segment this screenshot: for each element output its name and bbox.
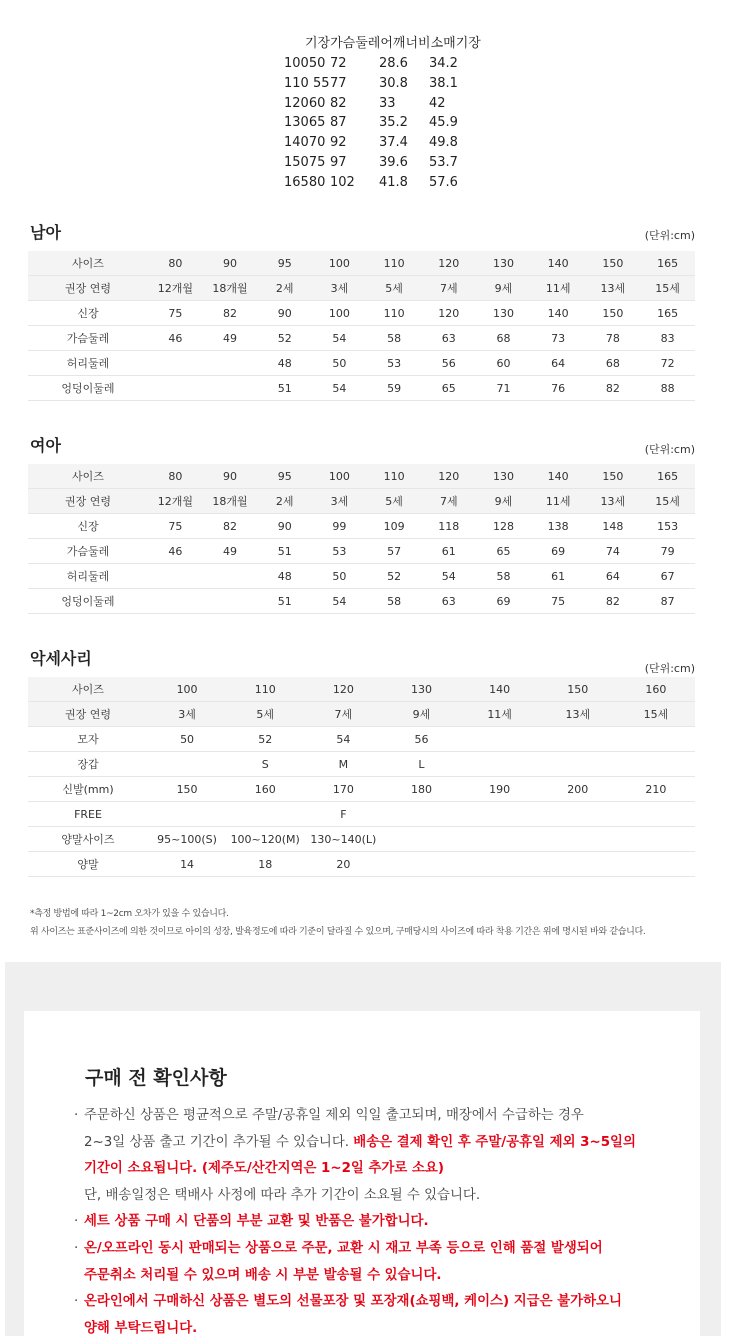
table-row bbox=[28, 727, 695, 752]
table-cell: 190 bbox=[461, 777, 539, 802]
table-cell: 48 bbox=[257, 351, 312, 376]
top-size-cell: 14070 bbox=[284, 135, 326, 151]
table-cell: 13세 bbox=[586, 489, 641, 514]
table-cell: 100~120(M) bbox=[226, 827, 304, 852]
table-cell: 90 bbox=[257, 514, 312, 539]
bullet: · bbox=[74, 1214, 79, 1230]
table-cell bbox=[226, 802, 304, 827]
table-row bbox=[28, 514, 695, 539]
table-cell: F bbox=[304, 802, 382, 827]
table-cell: 80 bbox=[148, 464, 203, 489]
table-cell: 118 bbox=[421, 514, 476, 539]
table-cell: 95 bbox=[257, 464, 312, 489]
table-cell: 88 bbox=[640, 376, 695, 401]
table-cell bbox=[461, 852, 539, 877]
row-header-cell: 사이즈 bbox=[28, 677, 148, 702]
measurement-note: *측정 방법에 따라 1~2cm 오차가 있을 수 있습니다. bbox=[30, 909, 229, 919]
table-cell: S bbox=[226, 752, 304, 777]
table-row bbox=[28, 326, 695, 351]
table-cell: 76 bbox=[531, 376, 586, 401]
table-cell: 2세 bbox=[257, 489, 312, 514]
table-cell bbox=[148, 752, 226, 777]
table-cell: 75 bbox=[531, 589, 586, 614]
table-cell bbox=[539, 852, 617, 877]
row-header-cell: 가슴둘레 bbox=[28, 326, 148, 351]
top-size-cell: 77 bbox=[330, 75, 347, 91]
table-cell: 140 bbox=[461, 677, 539, 702]
table-cell: 65 bbox=[421, 376, 476, 401]
table-cell: 50 bbox=[148, 727, 226, 752]
table-row bbox=[28, 251, 695, 276]
accessories-size-table bbox=[28, 677, 695, 877]
table-cell: 54 bbox=[312, 326, 367, 351]
table-cell: 61 bbox=[421, 539, 476, 564]
notice-list bbox=[74, 1103, 694, 1342]
table-row bbox=[28, 351, 695, 376]
table-cell: 99 bbox=[312, 514, 367, 539]
table-cell: 64 bbox=[586, 564, 641, 589]
table-cell: 100 bbox=[312, 301, 367, 326]
notice-item-line bbox=[74, 1103, 694, 1130]
table-cell: 18개월 bbox=[203, 489, 258, 514]
table-cell: 120 bbox=[421, 301, 476, 326]
table-cell: 57 bbox=[367, 539, 422, 564]
table-cell: 200 bbox=[539, 777, 617, 802]
table-cell: 58 bbox=[476, 564, 531, 589]
table-cell: 150 bbox=[586, 251, 641, 276]
top-size-cell: 10050 bbox=[284, 56, 326, 71]
table-row bbox=[28, 276, 695, 301]
table-row bbox=[28, 827, 695, 852]
table-cell: 14 bbox=[148, 852, 226, 877]
table-cell: 82 bbox=[203, 514, 258, 539]
table-cell: 90 bbox=[203, 464, 258, 489]
row-header-cell: 양말 bbox=[28, 852, 148, 877]
table-row bbox=[28, 564, 695, 589]
table-cell: 100 bbox=[312, 251, 367, 276]
table-row bbox=[28, 702, 695, 727]
notice-text: 단, 배송일정은 택배사 사정에 따라 추가 기간이 소요될 수 있습니다. bbox=[84, 1187, 481, 1203]
table-cell bbox=[148, 802, 226, 827]
row-header-cell: 권장 연령 bbox=[28, 489, 148, 514]
top-size-row bbox=[284, 54, 504, 74]
table-cell: 58 bbox=[367, 589, 422, 614]
table-cell: 7세 bbox=[421, 276, 476, 301]
notice-item-line bbox=[74, 1236, 694, 1263]
top-size-cell: 15075 bbox=[284, 154, 326, 170]
table-cell: 153 bbox=[640, 514, 695, 539]
row-header-cell: 엉덩이둘레 bbox=[28, 376, 148, 401]
top-size-cell: 13065 bbox=[284, 115, 326, 131]
table-cell: 82 bbox=[586, 376, 641, 401]
bullet: · bbox=[74, 1294, 79, 1310]
unit-label: (단위:cm) bbox=[644, 443, 695, 456]
table-cell: 90 bbox=[203, 251, 258, 276]
section-title: 악세사리 bbox=[30, 649, 92, 668]
table-cell: 100 bbox=[148, 677, 226, 702]
table-cell: 53 bbox=[367, 351, 422, 376]
table-cell: 82 bbox=[203, 301, 258, 326]
top-size-cell: 87 bbox=[330, 115, 347, 131]
table-cell: 69 bbox=[476, 589, 531, 614]
top-size-cell: 30.8 bbox=[379, 75, 408, 91]
table-cell: 12개월 bbox=[148, 489, 203, 514]
table-cell bbox=[617, 727, 695, 752]
row-header-cell: 사이즈 bbox=[28, 251, 148, 276]
table-cell: 54 bbox=[421, 564, 476, 589]
table-cell: 52 bbox=[367, 564, 422, 589]
table-cell: 20 bbox=[304, 852, 382, 877]
table-cell bbox=[617, 752, 695, 777]
table-cell: 50 bbox=[312, 351, 367, 376]
table-cell: 13세 bbox=[539, 702, 617, 727]
table-cell: 9세 bbox=[382, 702, 460, 727]
table-cell: 150 bbox=[586, 301, 641, 326]
table-cell: 9세 bbox=[476, 489, 531, 514]
table-cell: 160 bbox=[617, 677, 695, 702]
table-cell: 54 bbox=[304, 727, 382, 752]
table-cell bbox=[148, 351, 203, 376]
table-cell: 61 bbox=[531, 564, 586, 589]
top-size-cell: 72 bbox=[330, 56, 347, 71]
table-row bbox=[28, 752, 695, 777]
row-header-cell: 엉덩이둘레 bbox=[28, 589, 148, 614]
bullet: · bbox=[74, 1240, 79, 1256]
notice-item-line bbox=[74, 1263, 694, 1290]
table-cell bbox=[461, 827, 539, 852]
table-cell: 150 bbox=[148, 777, 226, 802]
table-cell: 13세 bbox=[586, 276, 641, 301]
table-cell: 5세 bbox=[367, 489, 422, 514]
table-cell: 56 bbox=[421, 351, 476, 376]
table-cell: 148 bbox=[586, 514, 641, 539]
table-cell: 130 bbox=[382, 677, 460, 702]
notice-highlight: 온라인에서 구매하신 상품은 별도의 선물포장 및 포장재(쇼핑백, 케이스) 지급은 불가하오니 bbox=[84, 1294, 622, 1310]
table-cell: 18개월 bbox=[203, 276, 258, 301]
table-cell: 15세 bbox=[640, 276, 695, 301]
top-size-cell: 49.8 bbox=[429, 135, 458, 151]
table-cell bbox=[539, 727, 617, 752]
table-cell: 3세 bbox=[148, 702, 226, 727]
notice-title: 구매 전 확인사항 bbox=[85, 1067, 227, 1089]
row-header-cell: FREE bbox=[28, 802, 148, 827]
top-size-header: 기장가슴둘레어깨너비소매기장 bbox=[305, 36, 481, 51]
table-cell bbox=[382, 802, 460, 827]
notice-highlight: 배송은 결제 확인 후 주말/공휴일 제외 3~5일의 bbox=[353, 1134, 636, 1150]
unit-label: (단위:cm) bbox=[644, 662, 695, 675]
table-cell bbox=[617, 852, 695, 877]
table-cell: 130 bbox=[476, 464, 531, 489]
table-cell bbox=[148, 564, 203, 589]
row-header-cell: 허리둘레 bbox=[28, 351, 148, 376]
top-size-cell: 110 55 bbox=[284, 75, 330, 91]
table-cell: 150 bbox=[539, 677, 617, 702]
table-cell: 46 bbox=[148, 326, 203, 351]
table-cell: 56 bbox=[382, 727, 460, 752]
table-cell: 7세 bbox=[304, 702, 382, 727]
table-cell: 95~100(S) bbox=[148, 827, 226, 852]
table-row bbox=[28, 539, 695, 564]
table-cell: 75 bbox=[148, 514, 203, 539]
section-title: 남아 bbox=[30, 223, 61, 242]
table-cell: 52 bbox=[257, 326, 312, 351]
top-size-text-block bbox=[284, 34, 504, 193]
top-size-row bbox=[284, 94, 504, 114]
table-cell: 109 bbox=[367, 514, 422, 539]
table-cell: 63 bbox=[421, 589, 476, 614]
table-row bbox=[28, 677, 695, 702]
table-cell: 140 bbox=[531, 251, 586, 276]
top-size-cell: 39.6 bbox=[379, 154, 408, 170]
table-cell: 53 bbox=[312, 539, 367, 564]
table-cell: M bbox=[304, 752, 382, 777]
top-size-cell: 35.2 bbox=[379, 115, 408, 131]
table-cell: 12개월 bbox=[148, 276, 203, 301]
table-cell: 59 bbox=[367, 376, 422, 401]
top-size-cell: 41.8 bbox=[379, 174, 408, 190]
table-cell: 73 bbox=[531, 326, 586, 351]
row-header-cell: 허리둘레 bbox=[28, 564, 148, 589]
table-cell: 74 bbox=[586, 539, 641, 564]
table-cell: 51 bbox=[257, 589, 312, 614]
table-cell: 9세 bbox=[476, 276, 531, 301]
top-size-cell: 97 bbox=[330, 154, 347, 170]
size-standard-note: 위 사이즈는 표준사이즈에 의한 것이므로 아이의 성장, 발육정도에 따라 기준이 달라질 수 있으며, 구매당시의 사이즈에 따라 착용 기간은 위에 명시된 바와 같습니다. bbox=[30, 927, 646, 937]
table-cell: 18 bbox=[226, 852, 304, 877]
table-cell bbox=[382, 852, 460, 877]
table-cell: 7세 bbox=[421, 489, 476, 514]
bullet: · bbox=[74, 1108, 79, 1123]
table-cell: L bbox=[382, 752, 460, 777]
table-cell: 11세 bbox=[531, 489, 586, 514]
table-cell: 51 bbox=[257, 376, 312, 401]
notice-highlight: 온/오프라인 동시 판매되는 상품으로 주문, 교환 시 재고 부족 등으로 인해 품절 발생되어 bbox=[84, 1240, 603, 1256]
row-header-cell: 권장 연령 bbox=[28, 702, 148, 727]
table-cell: 49 bbox=[203, 539, 258, 564]
table-cell: 60 bbox=[476, 351, 531, 376]
table-cell: 58 bbox=[367, 326, 422, 351]
table-cell bbox=[461, 727, 539, 752]
boys-size-table bbox=[28, 251, 695, 401]
table-cell: 72 bbox=[640, 351, 695, 376]
notice-highlight: 기간이 소요됩니다. (제주도/산간지역은 1~2일 추가로 소요) bbox=[84, 1161, 444, 1177]
row-header-cell: 사이즈 bbox=[28, 464, 148, 489]
table-cell: 2세 bbox=[257, 276, 312, 301]
top-size-cell: 53.7 bbox=[429, 154, 458, 170]
notice-item-line bbox=[74, 1130, 694, 1157]
table-row bbox=[28, 376, 695, 401]
row-header-cell: 신장 bbox=[28, 301, 148, 326]
table-cell: 138 bbox=[531, 514, 586, 539]
table-cell: 5세 bbox=[367, 276, 422, 301]
table-cell: 160 bbox=[226, 777, 304, 802]
top-size-cell: 12060 bbox=[284, 95, 326, 111]
table-cell bbox=[617, 827, 695, 852]
table-row bbox=[28, 301, 695, 326]
top-size-cell: 28.6 bbox=[379, 56, 408, 71]
table-cell bbox=[203, 589, 258, 614]
table-cell: 130 bbox=[476, 251, 531, 276]
table-cell: 75 bbox=[148, 301, 203, 326]
notice-item-line bbox=[74, 1183, 694, 1210]
table-cell: 110 bbox=[367, 464, 422, 489]
section-title: 여아 bbox=[30, 436, 61, 455]
table-cell: 11세 bbox=[461, 702, 539, 727]
table-cell: 67 bbox=[640, 564, 695, 589]
notice-item-line bbox=[74, 1209, 694, 1236]
table-cell: 120 bbox=[421, 251, 476, 276]
top-size-row bbox=[284, 113, 504, 133]
row-header-cell: 장갑 bbox=[28, 752, 148, 777]
notice-text: 주문하신 상품은 평균적으로 주말/공휴일 제외 익일 출고되며, 매장에서 수급하는 경우 bbox=[84, 1108, 584, 1123]
table-cell: 11세 bbox=[531, 276, 586, 301]
notice-item-line bbox=[74, 1156, 694, 1183]
table-cell: 69 bbox=[531, 539, 586, 564]
table-cell bbox=[203, 564, 258, 589]
table-cell: 79 bbox=[640, 539, 695, 564]
row-header-cell: 모자 bbox=[28, 727, 148, 752]
table-cell: 49 bbox=[203, 326, 258, 351]
notice-highlight: 세트 상품 구매 시 단품의 부분 교환 및 반품은 불가합니다. bbox=[84, 1214, 429, 1230]
table-cell: 165 bbox=[640, 464, 695, 489]
table-row bbox=[28, 489, 695, 514]
table-cell: 3세 bbox=[312, 276, 367, 301]
table-cell: 180 bbox=[382, 777, 460, 802]
table-cell: 130~140(L) bbox=[304, 827, 382, 852]
table-row bbox=[28, 589, 695, 614]
notice-item-line bbox=[74, 1289, 694, 1316]
table-row bbox=[28, 852, 695, 877]
table-cell bbox=[617, 802, 695, 827]
table-cell: 100 bbox=[312, 464, 367, 489]
table-row bbox=[28, 777, 695, 802]
table-cell: 3세 bbox=[312, 489, 367, 514]
top-size-cell: 38.1 bbox=[429, 75, 458, 91]
table-cell: 68 bbox=[586, 351, 641, 376]
table-cell: 80 bbox=[148, 251, 203, 276]
table-cell: 15세 bbox=[617, 702, 695, 727]
notice-highlight: 양해 부탁드립니다. bbox=[84, 1320, 198, 1336]
table-cell bbox=[539, 802, 617, 827]
table-cell: 120 bbox=[304, 677, 382, 702]
table-cell: 120 bbox=[421, 464, 476, 489]
table-cell: 90 bbox=[257, 301, 312, 326]
table-cell bbox=[203, 351, 258, 376]
table-cell: 51 bbox=[257, 539, 312, 564]
table-cell bbox=[539, 827, 617, 852]
table-cell: 71 bbox=[476, 376, 531, 401]
table-cell: 140 bbox=[531, 301, 586, 326]
top-size-cell: 82 bbox=[330, 95, 347, 111]
table-cell: 82 bbox=[586, 589, 641, 614]
table-cell: 46 bbox=[148, 539, 203, 564]
top-size-cell: 57.6 bbox=[429, 174, 458, 190]
table-cell: 87 bbox=[640, 589, 695, 614]
row-header-cell: 가슴둘레 bbox=[28, 539, 148, 564]
table-cell bbox=[539, 752, 617, 777]
unit-label: (단위:cm) bbox=[644, 229, 695, 242]
table-cell: 54 bbox=[312, 376, 367, 401]
top-size-cell: 42 bbox=[429, 95, 446, 111]
table-cell: 165 bbox=[640, 251, 695, 276]
table-cell bbox=[461, 802, 539, 827]
top-size-cell: 45.9 bbox=[429, 115, 458, 131]
table-row bbox=[28, 464, 695, 489]
row-header-cell: 권장 연령 bbox=[28, 276, 148, 301]
table-cell: 50 bbox=[312, 564, 367, 589]
table-cell: 63 bbox=[421, 326, 476, 351]
top-size-cell: 33 bbox=[379, 95, 396, 111]
table-cell: 78 bbox=[586, 326, 641, 351]
top-size-row bbox=[284, 173, 504, 193]
notice-highlight: 주문취소 처리될 수 있으며 배송 시 부분 발송될 수 있습니다. bbox=[84, 1267, 442, 1283]
table-cell: 95 bbox=[257, 251, 312, 276]
girls-size-table bbox=[28, 464, 695, 614]
table-cell: 210 bbox=[617, 777, 695, 802]
row-header-cell: 양말사이즈 bbox=[28, 827, 148, 852]
top-size-cell: 37.4 bbox=[379, 135, 408, 151]
table-cell: 130 bbox=[476, 301, 531, 326]
table-cell: 110 bbox=[367, 301, 422, 326]
row-header-cell: 신발(mm) bbox=[28, 777, 148, 802]
table-cell: 68 bbox=[476, 326, 531, 351]
table-cell bbox=[461, 752, 539, 777]
row-header-cell: 신장 bbox=[28, 514, 148, 539]
table-row bbox=[28, 802, 695, 827]
top-size-cell: 34.2 bbox=[429, 56, 458, 71]
top-size-row bbox=[284, 153, 504, 173]
table-cell: 52 bbox=[226, 727, 304, 752]
table-cell: 110 bbox=[367, 251, 422, 276]
table-cell: 150 bbox=[586, 464, 641, 489]
top-size-cell: 102 bbox=[330, 174, 355, 190]
table-cell bbox=[148, 376, 203, 401]
table-cell: 54 bbox=[312, 589, 367, 614]
table-cell bbox=[203, 376, 258, 401]
table-cell bbox=[148, 589, 203, 614]
notice-item-line bbox=[74, 1316, 694, 1342]
table-cell: 140 bbox=[531, 464, 586, 489]
notice-text: 2~3일 상품 출고 기간이 추가될 수 있습니다. bbox=[84, 1134, 354, 1150]
table-cell: 5세 bbox=[226, 702, 304, 727]
table-cell: 64 bbox=[531, 351, 586, 376]
table-cell: 15세 bbox=[640, 489, 695, 514]
table-cell bbox=[382, 827, 460, 852]
table-cell: 165 bbox=[640, 301, 695, 326]
top-size-row bbox=[284, 74, 504, 94]
table-cell: 48 bbox=[257, 564, 312, 589]
table-cell: 128 bbox=[476, 514, 531, 539]
top-size-row bbox=[284, 133, 504, 153]
table-cell: 65 bbox=[476, 539, 531, 564]
table-cell: 110 bbox=[226, 677, 304, 702]
table-cell: 170 bbox=[304, 777, 382, 802]
top-size-cell: 16580 bbox=[284, 174, 326, 190]
table-cell: 83 bbox=[640, 326, 695, 351]
top-size-cell: 92 bbox=[330, 135, 347, 151]
